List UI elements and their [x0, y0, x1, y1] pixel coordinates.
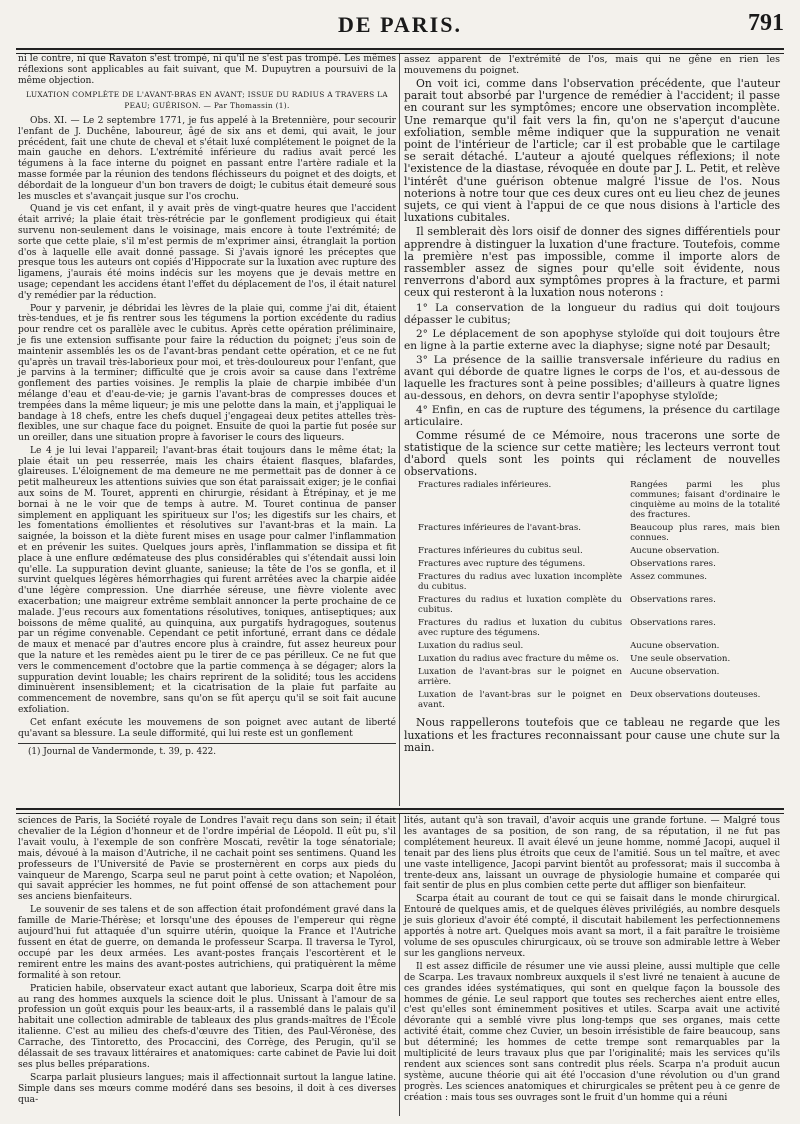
paragraph: Le 4 je lui levai l'appareil; l'avant-bras était toujours dans le même état; la plaie était un peu resserrée, mais les chairs étaient flasques, blafardes, glaireuses. L'éloignement de ma demeure ne me permettait pas de donner à ce petit malheureux les attentions suivies que son état paraissait exiger; je le confiai aux soins de M. Touret, apprenti en chirurgie, résidant à Étrépinay, et je me bornai à ne le voir que de temps à autre. M. Touret continua de panser simplement en appliquant les spiritueux sur l'os; les digestifs sur les chairs, et les fomentations émollientes et résolutives sur l'avant-bras et la main. La saignée, la boisson et la diète furent mises en usage pour calmer l'inflammation et en prévenir les suites. Quelques jours après, l'inflammation se dissipa et fit place à une enflure œdémateuse des plus considérables qui s'étendait aussi loin qu'elle. La suppuration devint gluante, sanieuse; la tête de l'os se gonfla, et il survint quelques légères hémorrhagies qui furent arrêtées avec la charpie aidée d'une légère compression. Une diarrhée séreuse, une fièvre violente avec exacerbation; une maigreur extrême semblait annoncer la perte prochaine de ce malade. J'eus recours aux fomentations résolutives, toniques, antiseptiques; aux boissons de même qualité, au quinquina, aux purgatifs hydragogues, soutenus par un régime convenable. Cependant ce petit infortuné, errant dans ce dédale de maux et menacé par d'autres encore plus à craindre, fut assez heureux pour que la nature et les remèdes aient pu le tirer de ce pas périlleux. Ce ne fut que vers le commencement d'octobre que la partie commença à se dégager; alors la suppuration devint louable; les chairs reprirent de la solidité; tous les accidens diminuèrent insensiblement; et la cicatrisation de la plaie fut parfaite au commencement de novembre, sans qu'on se fût aperçu qu'il se soit fait aucune exfoliation.: [18, 445, 396, 716]
table-cell-fracture: Luxation du radius seul.: [418, 641, 524, 652]
paragraph: Nous rappellerons toutefois que ce tableau ne regarde que les luxations et les fractures reconnaissant pour cause une chute sur la main.: [404, 716, 780, 754]
table-row: [404, 641, 780, 654]
paragraph: Obs. XI. — Le 2 septembre 1771, je fus appelé à la Bretennière, pour secourir l'enfant de J. Duchêne, laboureur, âgé de six ans et demi, qui avait, le jour précédent, fait une chute de cheval et s'était luxé complétement le poignet de la main gauche en dehors. L'extrémité inférieure du radius avait percé les tégumens à la face interne du poignet en passant entre l'artère radiale et la masse formée par la réunion des tendons fléchisseurs du poignet et des doigts, et débordait de la longueur d'un bon travers de doigt; le cubitus était demeuré sous les muscles et s'avançait jusque sur l'os crochu.: [18, 115, 396, 202]
table-cell-fracture: Fractures du radius avec luxation incomplète du cubitus.: [418, 572, 623, 593]
page-number: 791: [748, 10, 784, 36]
table-row: [404, 618, 780, 641]
paragraph: Quand je vis cet enfant, il y avait près de vingt-quatre heures que l'accident était arrivé; la plaie était très-rétrécie par le gonflement prodigieux qui était survenu non-seulement dans le voisinage, mais encore à toute l'extrémité; de sorte que cette plaie, s'il m'est permis de m'exprimer ainsi, étranglait la portion d'os à laquelle elle avait donné passage. Si j'avais ignoré les préceptes que presque tous les auteurs ont copiés d'Hippocrate sur la luxation avec rupture des ligamens, j'aurais été moins indécis sur les moyens que je devais mettre en usage; cependant les accidens étant l'effet du déplacement de l'os, il était naturel d'y remédier par la réduction.: [18, 204, 396, 301]
table-row: [404, 523, 780, 546]
table-cell-fracture: Luxation de l'avant-bras sur le poignet en avant.: [418, 690, 623, 711]
paragraph: Scarpa parlait plusieurs langues; mais il affectionnait surtout la langue latine. Simple dans ses mœurs comme modéré dans ses besoins, il doit à ces diverses qua-: [18, 1072, 396, 1105]
list-item: 3° La présence de la saillie transversale inférieure du radius en avant qui déborde de quatre lignes le corps de l'os, et au-dessous de laquelle les fractures sont à peine possibles; d'ailleurs à quatre lignes au-dessous, en dehors, on devra sentir l'apophyse styloïde;: [404, 353, 780, 402]
paragraph: assez apparent de l'extrémité de l'os, mais qui ne gêne en rien les mouvemens du poignet.: [404, 54, 780, 76]
paragraph: Praticien habile, observateur exact autant que laborieux, Scarpa doit être mis au rang des hommes auxquels la science doit le plus. Unissant à l'amour de sa profession un goût exquis pour les beaux-arts, il a rassemblé dans le palais qu'il habitait une collection admirable de tableaux des plus grands-maîtres de l'École italienne. C'est au milieu des chefs-d'œuvre des Titien, des Paul-Véronèse, des Carrache, des Tintoretto, des Procaccini, des Corrège, des Perugin, qu'il se délassait de ses travaux littéraires et anatomiques: carte cabinet de Pavie lui doit ses plus belles préparations.: [18, 983, 396, 1070]
table-row: [404, 595, 780, 618]
paragraph: Pour y parvenir, je débridai les lèvres de la plaie qui, comme j'ai dit, étaient très-tendues, et je fis rentrer sous les tégumens la portion excédente du radius pour rendre cet os parallèle avec le cubitus. Après cette opération préliminaire, je fis une extension suffisante pour faire la réduction du poignet; j'eus soin de maintenir assemblés les os de l'avant-bras pendant cette opération, et ce ne fut qu'après un travail très-laborieux pour moi, et très-douloureux pour l'enfant, que je parvins à la terminer; difficulté que je crois avoir sa cause dans l'extrême gonflement des parties voisines. Je remplis la plaie de charpie imbibée d'un mélange d'eau et d'eau-de-vie; je garnis l'avant-bras de compresses douces et trempées dans la même liqueur; je mis une pelotte dans la main, et j'appliquai le bandage à 18 chefs, entre les chefs duquel j'engageai deux petites attelles très-flexibles, une sur chaque face du poignet. Ensuite de quoi la partie fut posée sur un oreiller, dans une situation propre à favoriser le cours des liqueurs.: [18, 303, 396, 444]
masthead: [16, 10, 784, 40]
table-cell-observation: Assez communes.: [630, 572, 708, 583]
column-divider: [399, 814, 400, 1116]
table-cell-fracture: Fractures du radius et luxation du cubitus avec rupture des tégumens.: [418, 618, 623, 639]
table-row: [404, 654, 780, 667]
column-upper-right: [404, 54, 780, 806]
article-headline: LUXATION COMPLÈTE DE L'AVANT-BRAS EN AVANT; ISSUE DU RADIUS A TRAVERS LA PEAU; GUÉRISON. — Par Thomassin (1).: [26, 90, 388, 111]
table-row: [404, 546, 780, 559]
table-cell-observation: Aucune observation.: [630, 641, 720, 652]
paragraph: lités, autant qu'à son travail, d'avoir acquis une grande fortune. — Malgré tous les avantages de sa position, de son rang, de sa réputation, il ne fut pas complétement heureux. Il avait élevé un jeune homme, nommé Jacopi, auquel il tenait par des liens plus étroits que ceux de l'amitié. Sous un tel maître, et avec une vaste intelligence, Jacopi parvint bientôt au professorat; mais il succomba à trente-deux ans, laissant un ouvrage de physiologie humaine et comparée qui fait sentir de plus en plus combien cette perte dut affliger son bienfaiteur.: [404, 816, 780, 892]
masthead-title: DE PARIS.: [338, 12, 462, 37]
paragraph: sciences de Paris, la Société royale de Londres l'avait reçu dans son sein; il était chevalier de la Légion d'honneur et de l'ordre impérial de Léopold. Il eût pu, s'il l'avait voulu, à l'exemple de son confrère Moscati, revêtir la toge sénatoriale; mais, dévoué à la maison d'Autriche, il ne cachait point ses sentimens. Quand les professeurs de l'Université de Pavie se prosternèrent en corps aux pieds du vainqueur de Marengo, Scarpa seul ne parut point à cette ovation; et Napoléon, qui savait apprécier les hommes, ne fut point offensé de son attachement pour ses anciens bienfaiteurs.: [18, 816, 396, 903]
table-cell-observation: Rangées parmi les plus communes; faisant d'ordinaire le cinquième au moins de la totalité des fractures.: [630, 480, 780, 521]
paragraph: Il est assez difficile de résumer une vie aussi pleine, aussi multiple que celle de Scarpa. Les travaux nombreux auxquels il s'est livré ne tenaient à aucune de ces grandes idées systématiques, qui sont en quelque façon la boussole des hommes de génie. Le seul rapport que toutes ses recherches aient entre elles, c'est qu'elles sont éminemment positives et utiles. Scarpa avait une activité dévorante qui a semblé vivre plus long-temps que ses organes, mais cette activité était, comme chez Cuvier, un besoin irrésistible de faire beaucoup, sans but déterminé; les hommes de cette trempe sont remarquables par la multiplicité de leurs travaux plus que par l'originalité; mais les services qu'ils rendent aux sciences sont sans contredit plus réels. Scarpa n'a produit aucun système, aucune théorie qui ait été l'occasion d'une révolution ou d'un grand progrès. Les sciences anatomiques et chirurgicales se prêtent peu à ce genre de création : mais tous ses ouvrages sont le fruit d'un homme qui a réuni: [404, 961, 780, 1103]
column-divider: [399, 54, 400, 806]
table-cell-observation: Aucune observation.: [630, 546, 720, 557]
list-item: 2° Le déplacement de son apophyse styloïde qui doit toujours être en ligne à la partie externe avec la diaphyse; signe noté par Desault;: [404, 327, 780, 352]
table-cell-fracture: Fractures radiales inférieures.: [418, 480, 552, 491]
paragraph: Scarpa était au courant de tout ce qui se faisait dans le monde chirurgical. Entouré de quelques amis, et de quelques élèves privilégiés, au nombre desquels je suis glorieux d'avoir été compté, il discutait habilement les perfectionnemens apportés à notre art. Quelques mois avant sa mort, il a fait paraître le troisième volume de ses opuscules chirurgicaux, où se trouve son admirable lettre à Weber sur les ganglions nerveux.: [404, 894, 780, 959]
table-cell-observation: Observations rares.: [630, 618, 716, 629]
paragraph: Il semblerait dès lors oisif de donner des signes différentiels pour apprendre à distinguer la luxation d'une fracture. Toutefois, comme la première n'est pas impossible, comme il importe alors de rassembler assez de signes pour qu'elle soit évidente, nous renverrons d'abord aux symptômes propres à la fracture, et parmi ceux qui resteront à la luxation nous noterons :: [404, 225, 780, 300]
paragraph: On voit ici, comme dans l'observation précédente, que l'auteur parait tout absorbé par l'urgence de remédier à l'accident; il passe en courant sur les symptômes; encore une observation incomplète. Une remarque qu'il fait vers la fin, qu'on ne s'aperçut d'aucune exfoliation, semble même indiquer que la suppuration ne venait point de l'intérieur de l'article; car il est probable que le cartilage se serait détaché. L'auteur a ajouté quelques réflexions; il note l'existence de la diastase, révoquée en doute par J. L. Petit, et relève l'intérêt d'une guérison obtenue malgré l'issue de l'os. Nous noterions à notre tour que ces deux cures ont eu lieu chez de jeunes sujets, ce qui vient à l'appui de ce que nous disions à l'article des luxations cubitales.: [404, 77, 780, 225]
section-rule: [16, 808, 784, 814]
table-cell-observation: Une seule observation.: [630, 654, 731, 665]
statistics-table: [404, 480, 780, 713]
table-row: [404, 559, 780, 572]
list-item: 1° La conservation de la longueur du radius qui doit toujours dépasser le cubitus;: [404, 301, 780, 326]
column-lower-left: [18, 816, 396, 1116]
column-lower-right: [404, 816, 780, 1116]
table-cell-fracture: Fractures inférieures du cubitus seul.: [418, 546, 583, 557]
table-cell-observation: Deux observations douteuses.: [630, 690, 761, 701]
paragraph: Le souvenir de ses talens et de son affection était profondément gravé dans la famille de Marie-Thérèse; et lorsqu'une des épouses de l'empereur qui règne aujourd'hui fut attaquée d'un squirre utérin, quoique la France et l'Autriche fussent en état de guerre, on demanda le professeur Scarpa. Il traversa le Tyrol, occupé par les deux armées. Les avant-postes français l'escortèrent et le remirent entre les mains des avant-postes autrichiens, qui pratiquèrent la même formalité à son retour.: [18, 905, 396, 981]
table-cell-observation: Beaucoup plus rares, mais bien connues.: [630, 523, 780, 544]
table-cell-fracture: Luxation de l'avant-bras sur le poignet en arrière.: [418, 667, 623, 688]
paragraph: ni le contre, ni que Ravaton s'est trompé, ni qu'il ne s'est pas trompé. Les mêmes réflexions sont applicables au fait suivant, que M. Dupuytren a poursuivi de la même objection.: [18, 54, 396, 86]
paragraph: Comme résumé de ce Mémoire, nous tracerons une sorte de statistique de la science sur cette matière; les lecteurs verront tout d'abord quels sont les points qui réclament de nouvelles observations.: [404, 428, 780, 479]
table-cell-observation: Observations rares.: [630, 559, 716, 570]
footnote: (1) Journal de Vandermonde, t. 39, p. 422.: [28, 747, 217, 758]
table-cell-fracture: Fractures du radius et luxation complète du cubitus.: [418, 595, 623, 616]
column-upper-left: [18, 54, 396, 806]
paragraph: Cet enfant exécute les mouvemens de son poignet avec autant de liberté qu'avant sa blessure. La seule difformité, qui lui reste est un gonflement: [18, 717, 396, 739]
table-cell-fracture: Fractures inférieures de l'avant-bras.: [418, 523, 581, 534]
table-cell-observation: Observations rares.: [630, 595, 716, 606]
table-row: [404, 690, 780, 713]
table-cell-fracture: Fractures avec rupture des tégumens.: [418, 559, 586, 570]
differential-signs-list: [404, 302, 780, 428]
table-row: [404, 667, 780, 690]
table-cell-observation: Aucune observation.: [630, 667, 720, 678]
list-item: 4° Enfin, en cas de rupture des tégumens, la présence du cartilage articulaire.: [404, 403, 780, 428]
table-row: [404, 480, 780, 523]
footnote-rule: [18, 743, 396, 744]
table-cell-fracture: Luxation du radius avec fracture du même os.: [418, 654, 619, 665]
table-row: [404, 572, 780, 595]
